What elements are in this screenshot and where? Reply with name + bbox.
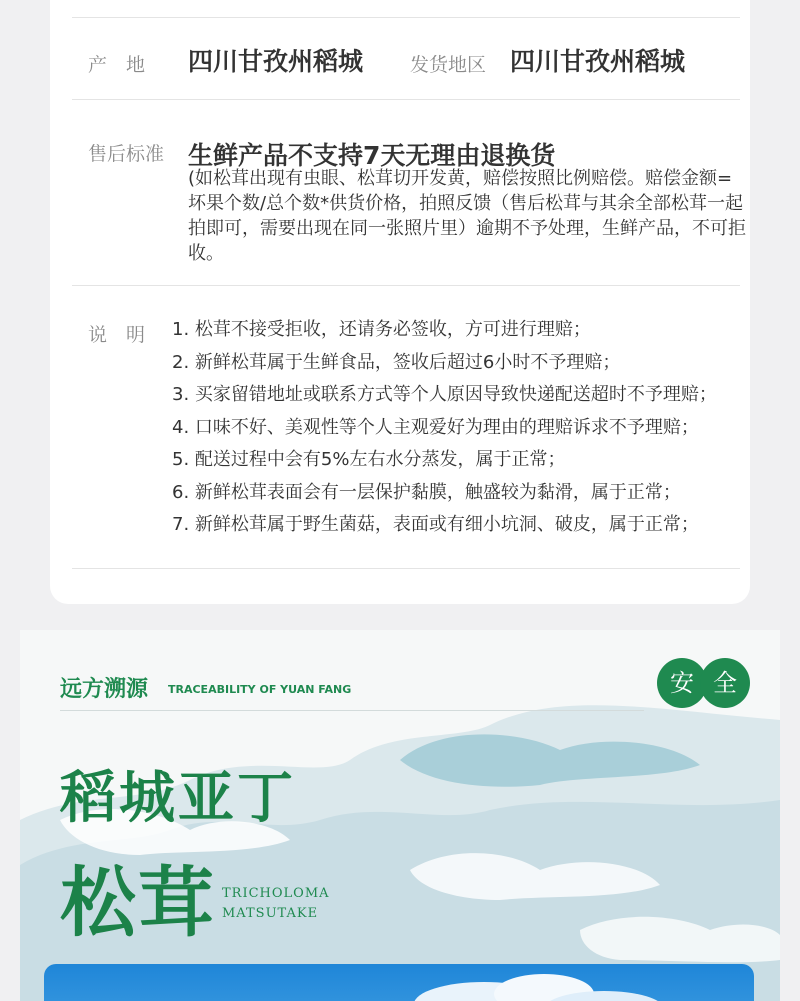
- list-item: 1. 松茸不接受拒收，还请务必签收，方可进行理赔；: [172, 319, 591, 340]
- origin-label: 产 地: [88, 54, 146, 76]
- traceability-banner: [20, 630, 780, 1001]
- list-item: 3. 买家留错地址或联系方式等个人原因导致快递配送超时不予理赔；: [172, 384, 717, 405]
- after-sale-headline: 生鲜产品不支持7天无理由退换货: [188, 141, 556, 170]
- headline-product: 松茸: [60, 858, 216, 947]
- list-item: 6. 新鲜松茸表面会有一层保护黏膜，触盛较为黏滑，属于正常；: [172, 481, 681, 503]
- section-subtitle: TRACEABILITY OF YUAN FANG: [168, 683, 352, 696]
- ship-label: 发货地区: [410, 54, 487, 76]
- notes-label: 说 明: [88, 324, 146, 346]
- after-sale-note: (如松茸出现有虫眼、松茸切开发黄，赔偿按照比例赔偿。赔偿金额=坏果个数/总个数*供货价格，拍照反馈（售后松茸与其余全部松茸一起拍即可，需要出现在同一张照片里）逾期不予处理，生鲜产品，不可拒收。: [188, 168, 746, 264]
- latin-name-line-1: TRICHOLOMA: [222, 886, 330, 901]
- sky-photo: [44, 964, 754, 1001]
- divider: [72, 99, 740, 100]
- list-item: 4. 口味不好、美观性等个人主观爱好为理由的理赔诉求不予理赔；: [172, 416, 699, 438]
- latin-name-line-2: MATSUTAKE: [222, 906, 319, 921]
- headline-location: 稻城亚丁: [60, 766, 296, 831]
- product-info-card: [50, 0, 750, 604]
- origin-value: 四川甘孜州稻城: [188, 47, 364, 76]
- list-item: 2. 新鲜松茸属于生鲜食品，签收后超过6小时不予理赔；: [172, 351, 621, 373]
- after-sale-label: 售后标准: [88, 143, 165, 165]
- divider: [72, 17, 740, 18]
- notes-list: [172, 314, 717, 542]
- divider: [60, 710, 644, 711]
- list-item: 5. 配送过程中会有5%左右水分蒸发，属于正常；: [172, 449, 566, 470]
- list-item: 7. 新鲜松茸属于野生菌菇，表面或有细小坑洞、破皮，属于正常；: [172, 514, 699, 535]
- safety-badge: 安: [657, 658, 707, 708]
- cloud-photo-decoration: [44, 964, 754, 1001]
- section-title: 远方溯源: [60, 677, 149, 702]
- divider: [72, 285, 740, 286]
- ship-value: 四川甘孜州稻城: [510, 47, 686, 76]
- divider: [72, 568, 740, 569]
- safety-badge: 全: [700, 658, 750, 708]
